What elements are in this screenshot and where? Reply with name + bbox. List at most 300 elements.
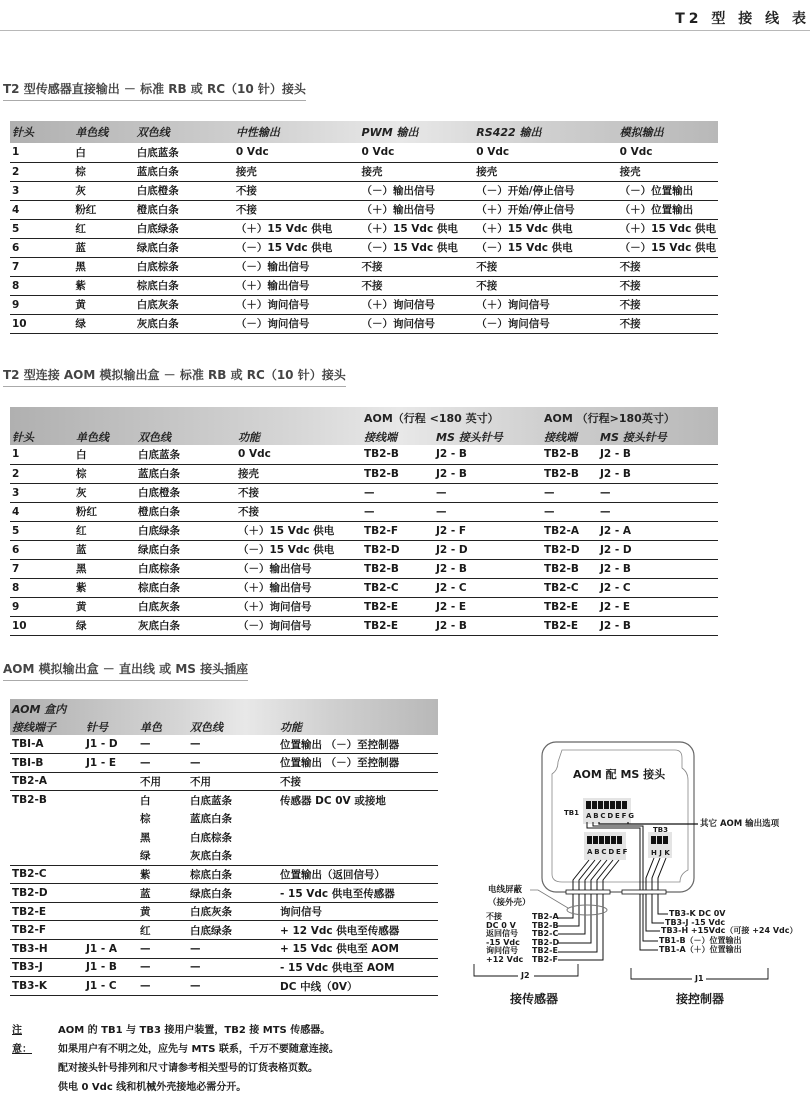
table-cell: TB2-E (362, 597, 434, 616)
col-header: 双色线 (190, 721, 223, 734)
table-cell: （－）15 Vdc 供电 (236, 540, 362, 559)
table-cell: J1 - E (84, 754, 138, 773)
table-cell (84, 772, 138, 791)
table-cell: — (188, 735, 278, 754)
table-cell: 白底灰条 (188, 902, 278, 921)
table-cell: （＋）询问信号 (236, 597, 362, 616)
table-cell: J1 - C (84, 977, 138, 996)
table-cell: 黄 (74, 597, 136, 616)
table-cell: J2 - B (598, 464, 718, 483)
table-cell: （＋）询问信号 (360, 295, 475, 314)
col-header: RS422 输出 (476, 126, 542, 139)
table-row (10, 295, 718, 314)
table-cell: 绿 (73, 314, 134, 333)
table-cell: 不接 (234, 181, 360, 200)
table-cell: 不接 (618, 295, 718, 314)
section-title-aom-connection: T2 型连接 AOM 模拟输出盒 － 标准 RB 或 RC（10 针）接头 (3, 366, 346, 387)
table-cell: TB2-B (542, 559, 598, 578)
j2-pin-label: TB2-F (532, 954, 558, 964)
j2-pin-label: TB2-C (532, 929, 559, 938)
table-cell: — (188, 958, 278, 977)
table-cell: 7 (10, 257, 73, 276)
col-header: PWM 输出 (361, 126, 419, 139)
j2-connector-bar (566, 890, 610, 894)
diagram-box-title: AOM 配 MS 接头 (573, 768, 666, 781)
col-header: 针头 (12, 431, 34, 444)
to-controller-label: 接控制器 (676, 992, 725, 1006)
table-cell: 8 (10, 276, 73, 295)
table-cell: — (434, 502, 542, 521)
table-cell: 棕底白条 (188, 865, 278, 884)
table-cell: J2 - C (598, 578, 718, 597)
to-sensor-label: 接传感器 (510, 992, 559, 1006)
j2-pin-label: TB2-A (532, 912, 559, 921)
table-cell: 红 (138, 921, 188, 940)
table-cell: 灰 (74, 483, 136, 502)
table-cell: J2 - A (598, 521, 718, 540)
table-cell: 7 (10, 559, 74, 578)
j2-function-label: 询问信号 (486, 946, 518, 955)
table-cell: 橙底白条 (136, 502, 236, 521)
table-cell: 不接 (236, 483, 362, 502)
table-cell: 白 (74, 445, 136, 464)
table-cell: J2 - B (434, 464, 542, 483)
table-cell: — (362, 502, 434, 521)
table-cell: 白底蓝条 (190, 794, 232, 807)
table-cell: — (542, 483, 598, 502)
table-row (10, 162, 718, 181)
table-cell: 蓝 (73, 238, 134, 257)
table-cell: 白底绿条 (135, 219, 234, 238)
table-cell: 紫 (74, 578, 136, 597)
table-cell: TB2-B (542, 464, 598, 483)
table-cell: （－）输出信号 (234, 257, 360, 276)
table-row-continuation (10, 828, 438, 847)
table-cell: J2 - C (434, 578, 542, 597)
table-cell: 不接 (278, 772, 438, 791)
table-cell: TB2-C (542, 578, 598, 597)
table-cell: TB2-E (542, 616, 598, 635)
table-cell: TB2-C (362, 578, 434, 597)
table-cell: 棕 (73, 162, 134, 181)
table-cell: TB3-H (10, 940, 84, 959)
group-header-long-stroke: AOM （行程>180英寸） (544, 412, 675, 425)
table-cell: TB2-E (362, 616, 434, 635)
table-cell (84, 847, 138, 866)
table-cell: TB2-A (10, 772, 84, 791)
table-cell: TB2-D (10, 884, 84, 903)
table-cell: J2 - B (434, 445, 542, 464)
table-cell: 蓝底白条 (135, 162, 234, 181)
table-cell: 位置输出 （－）至控制器 (278, 754, 438, 773)
table-cell: DC 中线（0V） (278, 977, 438, 996)
table-row (10, 257, 718, 276)
table-cell: 白底绿条 (136, 521, 236, 540)
col-header: 接线端 (364, 431, 397, 444)
table-cell: 紫 (73, 276, 134, 295)
table-cell: 绿底白条 (136, 540, 236, 559)
table-cell: — (188, 754, 278, 773)
table-cell: 粉红 (74, 502, 136, 521)
j2-function-label: 返回信号 (486, 929, 518, 938)
col-header: 功能 (238, 431, 260, 444)
j2-function-label: DC 0 V (486, 920, 516, 930)
table-cell: （＋）输出信号 (360, 200, 475, 219)
table-cell: 接壳 (360, 162, 475, 181)
table-cell: 不接 (618, 314, 718, 333)
col-header: 双色线 (136, 126, 170, 139)
table-cell: 紫 (138, 865, 188, 884)
table-cell: J2 - B (434, 559, 542, 578)
table-cell: 8 (10, 578, 74, 597)
table-cell: （－）询问信号 (236, 616, 362, 635)
table-cell: （－）询问信号 (474, 314, 617, 333)
table-row (10, 540, 718, 559)
table-cell: 黑 (73, 257, 134, 276)
table-cell: TB2-C (10, 865, 84, 884)
table-row (10, 940, 438, 959)
table-header-row (10, 121, 718, 143)
table-cell: 灰 (73, 181, 134, 200)
table-group-header-row (10, 407, 718, 426)
table-row (10, 219, 718, 238)
table-cell: 白底橙条 (135, 181, 234, 200)
table-cell: TB2-D (362, 540, 434, 559)
group-header-short-stroke: AOM（行程 <180 英寸） (364, 412, 499, 425)
table-cell: J2 - B (598, 559, 718, 578)
table-cell (10, 847, 84, 866)
table-cell: 棕底白条 (135, 276, 234, 295)
table-cell: （－）位置输出 (618, 181, 718, 200)
table-cell: 黑 (140, 831, 151, 844)
table-cell: （＋）15 Vdc 供电 (236, 521, 362, 540)
table-cell: 0 Vdc (234, 143, 360, 162)
table-cell: （＋）开始/停止信号 (474, 200, 617, 219)
table-row (10, 977, 438, 996)
table-cell: TB3-J (10, 958, 84, 977)
shield-label-sub: （接外壳） (488, 898, 531, 908)
table-cell: 黄 (73, 295, 134, 314)
table-cell: 不接 (234, 200, 360, 219)
table-cell: + 15 Vdc 供电至 AOM (278, 940, 438, 959)
note-line: AOM 的 TB1 与 TB3 接用户装置，TB2 接 MTS 传感器。 (58, 1025, 331, 1036)
table-cell: 10 (10, 616, 74, 635)
table-cell: 4 (10, 502, 74, 521)
table-row (10, 616, 718, 635)
j2-function-label: 不接 (486, 912, 502, 921)
table-cell (84, 902, 138, 921)
table-cell: 白底棕条 (190, 831, 232, 844)
table-cell: TB2-A (542, 521, 598, 540)
section-title-aom-box: AOM 模拟输出盒 － 直出线 或 MS 接头插座 (3, 660, 248, 681)
table-row (10, 238, 718, 257)
table-cell: 白底灰条 (135, 295, 234, 314)
table-row (10, 902, 438, 921)
tb1-pin-letters: A B C D E F G (586, 812, 634, 820)
table-cell (84, 921, 138, 940)
table-cell: — (598, 502, 718, 521)
table-cell (10, 828, 84, 847)
table-cell: 绿底白条 (135, 238, 234, 257)
table-row (10, 200, 718, 219)
table-cell: 6 (10, 540, 74, 559)
table-cell: （－）15 Vdc 供电 (360, 238, 475, 257)
direct-output-table (10, 121, 718, 334)
j1-label: TB3-J -15 Vdc (665, 918, 726, 927)
table-cell: （－）询问信号 (360, 314, 475, 333)
table-cell: J2 - B (434, 616, 542, 635)
col-header: 功能 (280, 721, 302, 734)
table-cell: 灰底白条 (188, 847, 278, 866)
note-line: 如果用户有不明之处，应先与 MTS 联系，千万不要随意连接。 (58, 1044, 339, 1055)
table-cell: TB2-B (542, 445, 598, 464)
table-cell: — (434, 483, 542, 502)
table-cell: 9 (10, 597, 74, 616)
tb3-label: TB3 (653, 826, 668, 834)
table-cell: — (138, 977, 188, 996)
table-cell: 接壳 (618, 162, 718, 181)
table-cell: 黄 (138, 902, 188, 921)
aom-box-table (10, 699, 438, 996)
table-cell (84, 791, 138, 810)
table-row (10, 483, 718, 502)
table-cell: （－）开始/停止信号 (474, 181, 617, 200)
page-title: T2 型 接 线 表 (675, 11, 810, 27)
table-cell: 绿 (74, 616, 136, 635)
table-cell: 5 (10, 521, 74, 540)
table-cell: （＋）15 Vdc 供电 (234, 219, 360, 238)
table-row (10, 884, 438, 903)
table-cell: TB2-F (362, 521, 434, 540)
table-cell: （＋）询问信号 (234, 295, 360, 314)
table-cell: 白 (73, 143, 134, 162)
table-cell: 接壳 (234, 162, 360, 181)
table-row (10, 597, 718, 616)
col-header: 中性输出 (235, 126, 280, 139)
col-header: 接线端子 (12, 721, 56, 734)
table-cell: （＋）输出信号 (234, 276, 360, 295)
table-cell: — (138, 754, 188, 773)
table-row (10, 502, 718, 521)
table-row (10, 314, 718, 333)
table-row (10, 921, 438, 940)
table-cell: 5 (10, 219, 73, 238)
table-cell (278, 847, 438, 866)
aom-connection-table (10, 407, 718, 636)
table-cell: J1 - B (84, 958, 138, 977)
table-cell: 白底蓝条 (135, 143, 234, 162)
col-header: 模拟输出 (619, 126, 664, 139)
table-cell: 接壳 (236, 464, 362, 483)
table-cell: （－）输出信号 (360, 181, 475, 200)
j2-pin-label: TB2-E (532, 946, 558, 955)
table-cell: 不接 (360, 276, 475, 295)
table-cell: （＋）15 Vdc 供电 (474, 219, 617, 238)
table-cell: 白底棕条 (136, 559, 236, 578)
table-cell: 10 (10, 314, 73, 333)
table-cell: 蓝底白条 (190, 813, 232, 826)
j2-function-label: +12 Vdc (486, 954, 524, 964)
table-cell: 粉红 (73, 200, 134, 219)
note-line: 配对接头针号排列和尺寸请参考相关型号的订货表格页数。 (58, 1063, 318, 1074)
table-cell: 白底灰条 (136, 597, 236, 616)
table-cell: 橙底白条 (135, 200, 234, 219)
table-cell: 2 (10, 464, 74, 483)
table-row (10, 143, 718, 162)
table-cell: 绿底白条 (188, 884, 278, 903)
note-label: 注意： (12, 1025, 32, 1055)
table-row-continuation (10, 809, 438, 828)
table-row (10, 276, 718, 295)
table-cell: TBI-A (10, 735, 84, 754)
col-header: MS 接头针号 (600, 431, 667, 444)
table-cell: 询问信号 (278, 902, 438, 921)
table-cell: TB2-B (362, 464, 434, 483)
col-header: 单色线 (76, 431, 109, 444)
table-cell: 灰底白条 (135, 314, 234, 333)
table-cell: 1 (10, 445, 74, 464)
table-cell: 棕 (140, 813, 151, 826)
table-cell: 白底蓝条 (136, 445, 236, 464)
table-cell: （＋）15 Vdc 供电 (360, 219, 475, 238)
table-cell: 棕底白条 (136, 578, 236, 597)
table-cell: 不接 (360, 257, 475, 276)
table-cell: J2 - D (598, 540, 718, 559)
table-cell: + 12 Vdc 供电至传感器 (278, 921, 438, 940)
table-cell: 不接 (236, 502, 362, 521)
tb1-terminals (586, 801, 627, 809)
table-cell: 位置输出（返回信号） (278, 865, 438, 884)
table-cell: TB2-B (362, 445, 434, 464)
table-cell: TBI-B (10, 754, 84, 773)
table-cell: J2 - D (434, 540, 542, 559)
j2-function-labels (486, 913, 523, 964)
table-cell: TB2-E (542, 597, 598, 616)
table-header-row (10, 426, 718, 445)
table-cell: （＋）输出信号 (236, 578, 362, 597)
aom-wiring-diagram (470, 730, 810, 1040)
table-cell: 白底橙条 (136, 483, 236, 502)
other-options-label: 其它 AOM 输出选项 (700, 819, 780, 829)
col-header: 双色线 (138, 431, 171, 444)
table-cell: — (188, 977, 278, 996)
table-cell: 黑 (74, 559, 136, 578)
col-header: 单色线 (75, 126, 109, 139)
table-cell: （－）询问信号 (234, 314, 360, 333)
table-cell: （－）15 Vdc 供电 (474, 238, 617, 257)
col-header: 接线端 (544, 431, 577, 444)
table-cell: TB3-K (10, 977, 84, 996)
table-cell (84, 865, 138, 884)
table-cell: 红 (74, 521, 136, 540)
table-row (10, 958, 438, 977)
table-cell: 不用 (188, 772, 278, 791)
j1-label: TB1-B（－）位置输出 (659, 936, 742, 945)
j1-label: TB1-A（＋）位置输出 (659, 945, 742, 954)
table-cell: 3 (10, 181, 73, 200)
col-header: 单色 (140, 721, 162, 734)
table-cell: TB2-B (362, 559, 434, 578)
table-cell (84, 828, 138, 847)
table-cell (278, 809, 438, 828)
table-cell: （－）15 Vdc 供电 (618, 238, 718, 257)
j1-bracket-label: J1 (695, 974, 704, 983)
j2-function-label: -15 Vdc (486, 937, 520, 947)
j2-pin-label: TB2-B (532, 920, 559, 930)
table-cell: 0 Vdc (360, 143, 475, 162)
table-cell: 棕 (74, 464, 136, 483)
table-cell: 4 (10, 200, 73, 219)
j1-label: TB3-H +15Vdc（可接 +24 Vdc） (661, 926, 798, 935)
table-row (10, 578, 718, 597)
table-cell: 灰底白条 (136, 616, 236, 635)
col-header: 针号 (86, 721, 108, 734)
table-cell: （－）15 Vdc 供电 (234, 238, 360, 257)
table-cell: 不接 (618, 276, 718, 295)
j1-label: TB3-K DC 0V (669, 909, 726, 918)
table-row (10, 791, 438, 810)
table-cell: - 15 Vdc 供电至 AOM (278, 958, 438, 977)
table-cell: J2 - B (598, 616, 718, 635)
table-cell: — (598, 483, 718, 502)
table-cell: 接壳 (474, 162, 617, 181)
table-cell: TB2-B (12, 794, 47, 807)
tb3-terminals (651, 836, 668, 844)
table-cell: 位置输出 （－）至控制器 (278, 735, 438, 754)
table-cell: 9 (10, 295, 73, 314)
table-cell: 2 (10, 162, 73, 181)
table-row (10, 521, 718, 540)
table-cell (278, 828, 438, 847)
table-cell: 不接 (618, 257, 718, 276)
table-cell: TB2-E (10, 902, 84, 921)
table-row (10, 559, 718, 578)
table-cell: 0 Vdc (474, 143, 617, 162)
table-cell: 蓝底白条 (136, 464, 236, 483)
table-cell (84, 884, 138, 903)
table-row (10, 865, 438, 884)
table-cell: 绿 (138, 847, 188, 866)
table-cell (84, 809, 138, 828)
table-cell: TB2-D (542, 540, 598, 559)
table-cell: — (188, 940, 278, 959)
table-cell: — (138, 735, 188, 754)
j2-pin-label: TB2-D (532, 937, 560, 947)
group-header-aom-inside: AOM 盒内 (12, 703, 67, 716)
table-cell: 白 (140, 794, 151, 807)
table-cell: TB2-F (10, 921, 84, 940)
j2-pin-labels (532, 913, 559, 964)
section-title-direct-output: T2 型传感器直接输出 － 标准 RB 或 RC（10 针）接头 (3, 80, 306, 101)
table-cell: （－）输出信号 (236, 559, 362, 578)
table-header-row (10, 717, 438, 735)
table-cell: 0 Vdc (618, 143, 718, 162)
j2-bracket-label: J2 (521, 971, 530, 980)
table-row (10, 181, 718, 200)
table-cell: — (138, 940, 188, 959)
table-row (10, 772, 438, 791)
table-cell: 传感器 DC 0V 或接地 (280, 794, 386, 807)
table-cell: 0 Vdc (236, 445, 362, 464)
tb2-pin-letters: A B C D E F (587, 848, 628, 856)
table-cell: J1 - D (84, 735, 138, 754)
table-cell: （＋）询问信号 (474, 295, 617, 314)
table-cell: 3 (10, 483, 74, 502)
table-cell: J2 - E (434, 597, 542, 616)
table-cell (10, 809, 84, 828)
table-cell: 6 (10, 238, 73, 257)
col-header: MS 接头针号 (436, 431, 503, 444)
